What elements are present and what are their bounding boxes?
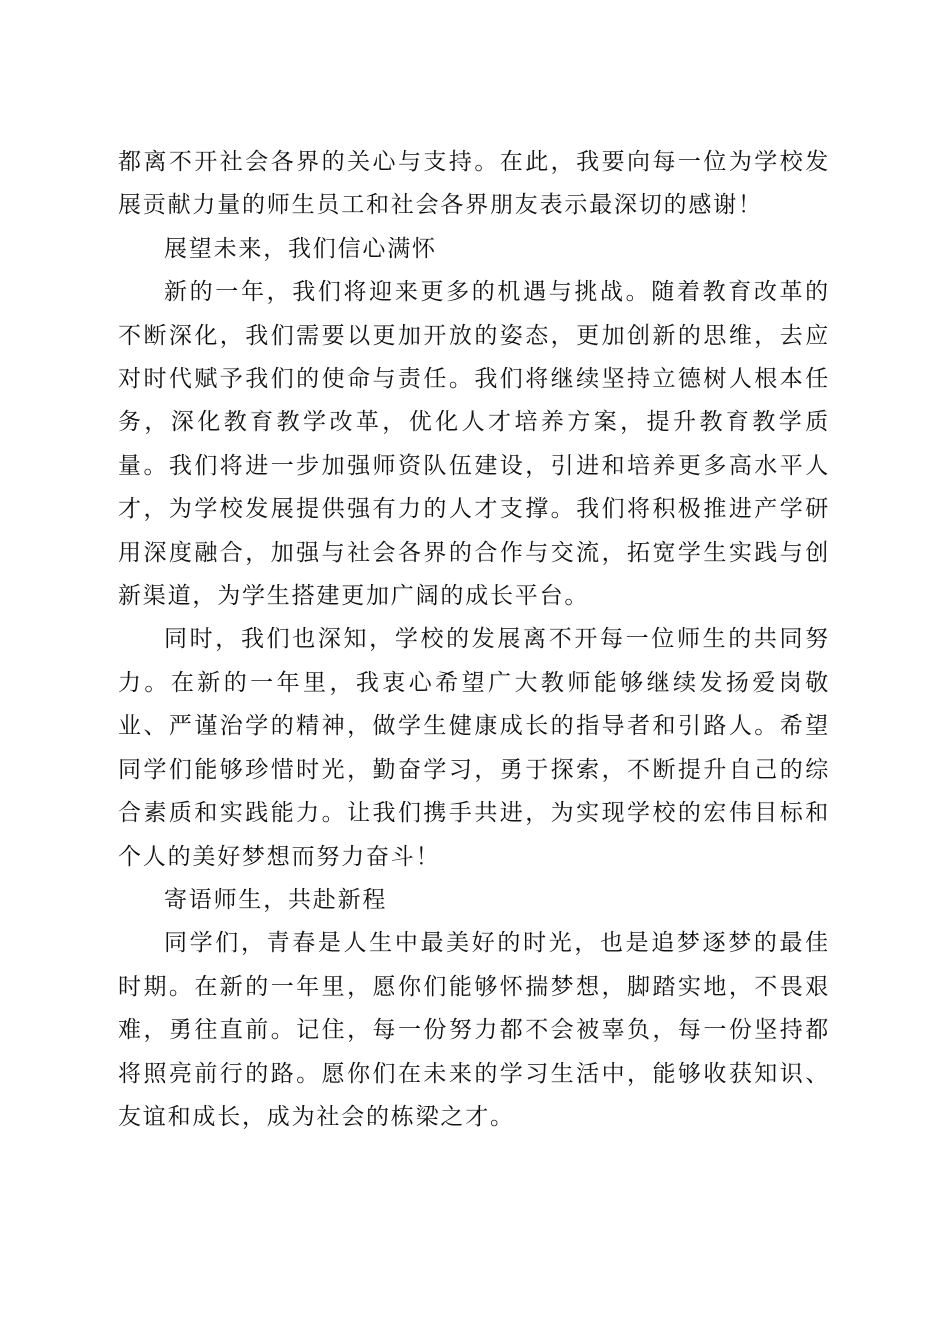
section-heading-message: 寄语师生，共赴新程 — [164, 886, 388, 913]
document-body — [118, 141, 830, 1139]
paragraph-new-year-plans: 新的一年，我们将迎来更多的机遇与挑战。随着教育改革的不断深化，我们需要以更加开放的姿态，更加创新的思维，去应对时代赋予我们的使命与责任。我们将继续坚持立德树人根本任务，深化教育教学改革，优化人才培养方案，提升教育教学质量。我们将进一步加强师资队伍建设，引进和培养更多高水平人才，为学校发展提供强有力的人才支撑。我们将积极推进产学研用深度融合，加强与社会各界的合作与交流，拓宽学生实践与创新渠道，为学生搭建更加广阔的成长平台。 — [118, 279, 830, 610]
section-heading-future: 展望未来，我们信心满怀 — [164, 235, 437, 262]
paragraph-message-to-students: 同学们，青春是人生中最美好的时光，也是追梦逐梦的最佳时期。在新的一年里，愿你们能够怀揣梦想，脚踏实地，不畏艰难，勇往直前。记住，每一份努力都不会被辜负，每一份坚持都将照亮前行的路。愿你们在未来的学习生活中，能够收获知识、友谊和成长，成为社会的栋梁之才。 — [118, 930, 830, 1130]
paragraph-teachers-students: 同时，我们也深知，学校的发展离不开每一位师生的共同努力。在新的一年里，我衷心希望广大教师能够继续发扬爱岗敬业、严谨治学的精神，做学生健康成长的指导者和引路人。希望同学们能够珍惜时光，勤奋学习，勇于探索，不断提升自己的综合素质和实践能力。让我们携手共进，为实现学校的宏伟目标和个人的美好梦想而努力奋斗！ — [118, 626, 830, 870]
paragraph-continuation: 都离不开社会各界的关心与支持。在此，我要向每一位为学校发展贡献力量的师生员工和社会各界朋友表示最深切的感谢！ — [118, 149, 830, 219]
